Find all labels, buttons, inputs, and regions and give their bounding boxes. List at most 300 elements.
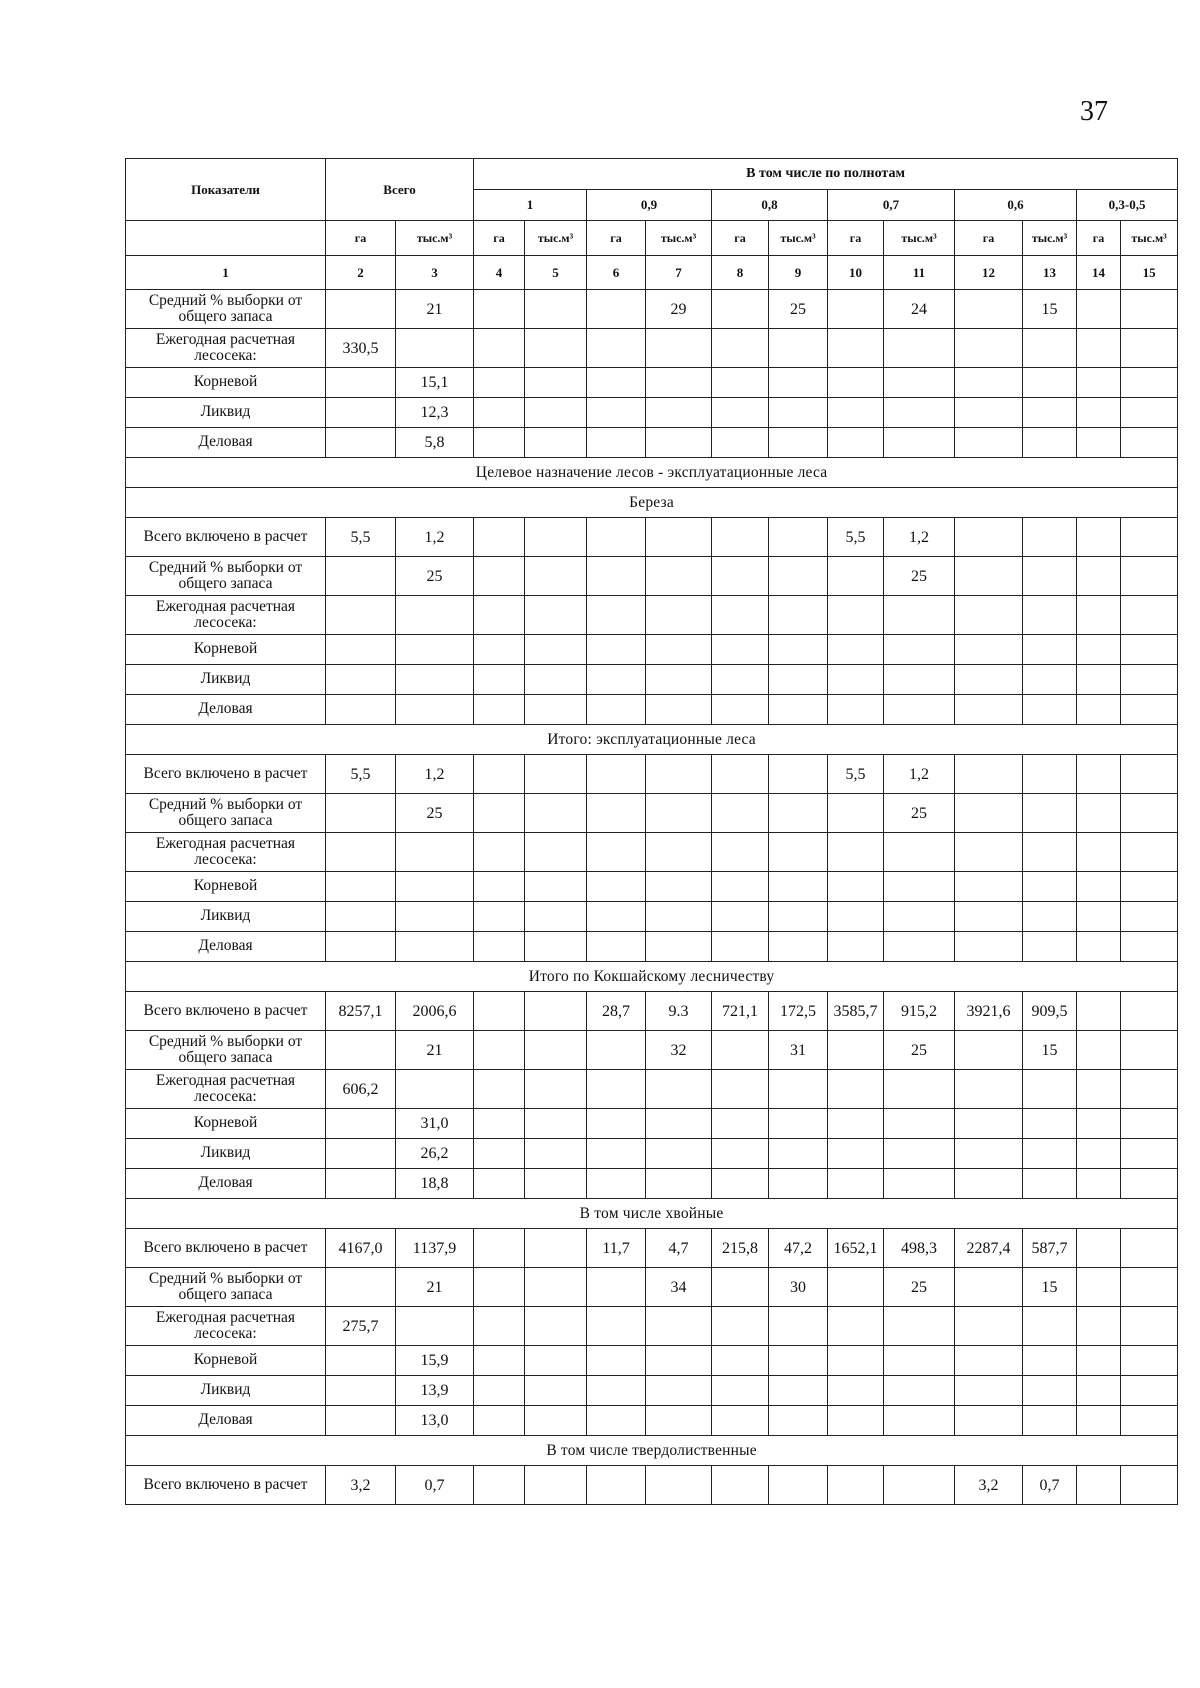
row-label: Средний % выборки от общего запаса [126,290,326,329]
table-cell: 31,0 [396,1109,474,1139]
table-cell [1077,1139,1121,1169]
table-cell [646,596,712,635]
row-label: Ежегодная расчетная лесосека: [126,1307,326,1346]
table-cell [828,368,884,398]
table-cell: 15,9 [396,1346,474,1376]
table-cell [712,695,769,725]
table-cell [474,665,525,695]
table-cell [769,1169,828,1199]
table-cell [587,1109,646,1139]
table-cell [955,902,1023,932]
table-cell [955,1070,1023,1109]
row-label: Корневой [126,368,326,398]
table-cell [828,1139,884,1169]
table-cell [1077,992,1121,1031]
table-cell [712,755,769,794]
table-cell [955,833,1023,872]
table-cell [646,902,712,932]
table-cell [955,932,1023,962]
table-cell [646,398,712,428]
row-label: Корневой [126,1346,326,1376]
table-cell [525,1376,587,1406]
table-cell [712,329,769,368]
table-row [126,1109,1178,1139]
table-cell [396,902,474,932]
table-cell [525,902,587,932]
table-cell [769,428,828,458]
table-cell [712,557,769,596]
table-cell [955,596,1023,635]
table-cell [1023,1169,1077,1199]
unit-volume: тыс.м³ [884,221,955,256]
section-title: Береза [126,488,1178,518]
table-cell [587,794,646,833]
table-cell [646,1109,712,1139]
table-cell [474,833,525,872]
table-cell: 25 [884,1031,955,1070]
table-cell [1121,398,1178,428]
table-cell: 25 [769,290,828,329]
table-cell [587,665,646,695]
table-cell [828,635,884,665]
table-cell [474,1070,525,1109]
table-cell [587,1376,646,1406]
table-cell [1121,1031,1178,1070]
table-cell [1121,635,1178,665]
table-cell: 13,0 [396,1406,474,1436]
unit-volume: тыс.м³ [646,221,712,256]
row-label: Ликвид [126,398,326,428]
table-cell [1121,329,1178,368]
table-cell: 21 [396,290,474,329]
table-cell [474,1139,525,1169]
table-cell [525,290,587,329]
table-cell [1023,1406,1077,1436]
column-number: 2 [326,256,396,290]
table-cell [1121,1346,1178,1376]
table-cell [712,1466,769,1505]
table-cell [474,1466,525,1505]
table-cell [326,1169,396,1199]
table-cell [955,518,1023,557]
table-cell [828,1031,884,1070]
table-cell [828,1376,884,1406]
table-cell [712,932,769,962]
table-cell [1077,398,1121,428]
unit-volume: тыс.м³ [525,221,587,256]
table-cell: 47,2 [769,1229,828,1268]
table-cell [646,368,712,398]
column-number: 3 [396,256,474,290]
table-cell [1023,1376,1077,1406]
table-cell [1121,1139,1178,1169]
table-cell: 1,2 [884,518,955,557]
table-cell [955,695,1023,725]
table-cell [884,1070,955,1109]
table-cell [1023,557,1077,596]
table-cell: 1652,1 [828,1229,884,1268]
table-cell [396,635,474,665]
table-cell [1121,992,1178,1031]
table-cell [396,329,474,368]
table-cell: 909,5 [1023,992,1077,1031]
indicators-header: Показатели [126,159,326,221]
page-number: 37 [1080,96,1108,127]
row-label: Ликвид [126,1376,326,1406]
table-cell [525,1169,587,1199]
table-cell [525,557,587,596]
table-cell: 11,7 [587,1229,646,1268]
table-cell [326,1406,396,1436]
table-cell [955,665,1023,695]
table-cell [828,1466,884,1505]
table-cell [646,1376,712,1406]
table-cell [646,833,712,872]
unit-ha: га [326,221,396,256]
table-cell [712,368,769,398]
table-cell [712,1031,769,1070]
table-cell [884,1139,955,1169]
table-cell [712,1070,769,1109]
table-cell [587,290,646,329]
table-cell [474,518,525,557]
table-cell [396,1070,474,1109]
table-cell: 18,8 [396,1169,474,1199]
table-cell [828,794,884,833]
table-cell: 15,1 [396,368,474,398]
table-cell: 15 [1023,1268,1077,1307]
table-cell [955,755,1023,794]
table-cell [587,932,646,962]
table-cell [1023,518,1077,557]
table-cell [1023,1109,1077,1139]
row-label: Деловая [126,695,326,725]
table-cell [828,1346,884,1376]
table-cell [474,872,525,902]
table-cell [1023,755,1077,794]
table-cell: 606,2 [326,1070,396,1109]
table-cell [712,1406,769,1436]
row-label: Средний % выборки от общего запаса [126,1031,326,1070]
table-cell [955,1268,1023,1307]
table-cell: 25 [884,1268,955,1307]
table-cell [474,1268,525,1307]
table-cell [646,635,712,665]
table-cell [525,695,587,725]
table-cell [525,755,587,794]
table-row [126,1376,1178,1406]
table-cell [1023,428,1077,458]
unit-volume: тыс.м³ [1023,221,1077,256]
table-cell [474,932,525,962]
table-cell [712,1139,769,1169]
table-cell: 21 [396,1031,474,1070]
table-cell [884,1406,955,1436]
row-label: Ликвид [126,665,326,695]
table-cell: 915,2 [884,992,955,1031]
table-cell [474,1376,525,1406]
section-row [126,1436,1178,1466]
table-cell [955,398,1023,428]
table-cell [955,635,1023,665]
table-cell [769,1139,828,1169]
table-cell [884,596,955,635]
table-row [126,329,1178,368]
table-cell [1077,635,1121,665]
table-cell [1077,1229,1121,1268]
table-cell [646,1346,712,1376]
table-cell [1077,695,1121,725]
table-cell [1121,1406,1178,1436]
table-cell [955,1169,1023,1199]
total-header: Всего [326,159,474,221]
table-cell: 3,2 [326,1466,396,1505]
table-cell [326,794,396,833]
table-cell [828,1406,884,1436]
table-cell [955,1346,1023,1376]
column-number: 15 [1121,256,1178,290]
table-cell [712,1169,769,1199]
density-header: 0,8 [712,190,828,221]
table-cell [396,872,474,902]
table-cell [828,932,884,962]
section-title: Целевое назначение лесов - эксплуатационные леса [126,458,1178,488]
table-cell [955,290,1023,329]
table-cell [828,557,884,596]
table-cell [1121,1169,1178,1199]
table-cell [1077,596,1121,635]
table-cell [712,833,769,872]
table-row [126,1406,1178,1436]
table-cell [1077,518,1121,557]
table-row [126,368,1178,398]
table-cell [646,1307,712,1346]
table-cell [828,290,884,329]
table-cell [955,872,1023,902]
table-cell [884,329,955,368]
table-cell [1121,1070,1178,1109]
row-label: Всего включено в расчет [126,755,326,794]
table-cell: 3,2 [955,1466,1023,1505]
section-title: Итого по Кокшайскому лесничеству [126,962,1178,992]
row-label: Ежегодная расчетная лесосека: [126,596,326,635]
table-cell [712,1109,769,1139]
table-cell [326,1376,396,1406]
table-cell: 15 [1023,290,1077,329]
table-cell: 3921,6 [955,992,1023,1031]
table-cell [955,1376,1023,1406]
table-cell [1077,1070,1121,1109]
table-cell [326,557,396,596]
table-cell: 721,1 [712,992,769,1031]
table-cell [1077,932,1121,962]
table-cell [884,1307,955,1346]
table-cell [1077,1307,1121,1346]
table-row [126,1139,1178,1169]
table-cell [1023,695,1077,725]
table-row [126,872,1178,902]
table-cell [828,695,884,725]
table-cell [1121,695,1178,725]
column-number: 8 [712,256,769,290]
table-cell [1077,794,1121,833]
table-cell [955,428,1023,458]
table-cell [474,695,525,725]
by-density-header: В том числе по полнотам [474,159,1178,190]
table-cell [884,902,955,932]
unit-ha: га [712,221,769,256]
table-cell [525,665,587,695]
section-title: Итого: эксплуатационные леса [126,725,1178,755]
table-row [126,755,1178,794]
row-label: Корневой [126,872,326,902]
table-cell [587,557,646,596]
table-cell [525,1466,587,1505]
table-cell [525,329,587,368]
table-cell [712,902,769,932]
table-cell [525,398,587,428]
table-cell [828,428,884,458]
table-cell [712,1307,769,1346]
table-cell [587,1307,646,1346]
table-cell [712,1346,769,1376]
table-cell [326,290,396,329]
column-number: 13 [1023,256,1077,290]
table-cell [884,398,955,428]
table-cell: 172,5 [769,992,828,1031]
table-cell: 26,2 [396,1139,474,1169]
table-cell: 21 [396,1268,474,1307]
column-number: 6 [587,256,646,290]
table-cell [955,794,1023,833]
table-cell [646,557,712,596]
table-row [126,902,1178,932]
table-cell: 5,5 [326,755,396,794]
table-cell [769,755,828,794]
table-cell [525,1070,587,1109]
table-cell [587,1139,646,1169]
table-cell: 0,7 [1023,1466,1077,1505]
table-cell [884,695,955,725]
table-cell [769,596,828,635]
table-cell [525,1406,587,1436]
table-cell [1077,329,1121,368]
table-cell [587,1466,646,1505]
table-cell [326,1139,396,1169]
table-cell [326,833,396,872]
table-cell [525,932,587,962]
table-cell [646,665,712,695]
table-row [126,1346,1178,1376]
column-number: 10 [828,256,884,290]
table-cell [587,1346,646,1376]
table-cell [884,1466,955,1505]
row-label: Ежегодная расчетная лесосека: [126,1070,326,1109]
table-cell: 25 [884,794,955,833]
table-cell [769,518,828,557]
column-number: 5 [525,256,587,290]
table-cell [828,596,884,635]
table-cell: 0,7 [396,1466,474,1505]
column-numbers-row [126,256,1178,290]
table-header [126,159,1178,290]
density-header: 0,3-0,5 [1077,190,1178,221]
table-cell [712,518,769,557]
table-cell [955,1109,1023,1139]
table-cell [326,398,396,428]
table-cell [474,1229,525,1268]
row-label: Ликвид [126,1139,326,1169]
table-cell [646,1466,712,1505]
table-cell [587,329,646,368]
table-cell [525,872,587,902]
table-cell [587,695,646,725]
column-number: 11 [884,256,955,290]
row-label: Всего включено в расчет [126,518,326,557]
table-cell [769,932,828,962]
table-cell: 1,2 [396,518,474,557]
section-title: В том числе твердолиственные [126,1436,1178,1466]
table-cell: 587,7 [1023,1229,1077,1268]
table-cell [525,368,587,398]
table-cell [955,329,1023,368]
table-cell: 1137,9 [396,1229,474,1268]
row-label: Всего включено в расчет [126,1229,326,1268]
table-cell [769,368,828,398]
table-cell [1023,794,1077,833]
section-title: В том числе хвойные [126,1199,1178,1229]
table-cell: 9.3 [646,992,712,1031]
table-cell [474,1031,525,1070]
table-row [126,398,1178,428]
table-row [126,428,1178,458]
table-cell [1121,1307,1178,1346]
table-cell [1077,1376,1121,1406]
unit-ha: га [474,221,525,256]
table-cell [769,665,828,695]
table-row [126,665,1178,695]
table-cell: 4167,0 [326,1229,396,1268]
table-body [126,290,1178,1505]
table-cell [474,755,525,794]
table-cell [955,557,1023,596]
column-number: 12 [955,256,1023,290]
table-cell: 8257,1 [326,992,396,1031]
table-cell [769,1466,828,1505]
table-row [126,1268,1178,1307]
table-cell [326,872,396,902]
table-cell [884,1109,955,1139]
table-cell [474,329,525,368]
table-cell [884,368,955,398]
table-cell [1077,290,1121,329]
table-cell [1121,1466,1178,1505]
table-cell [646,932,712,962]
table-cell [828,902,884,932]
table-cell [1077,1406,1121,1436]
table-cell [1023,872,1077,902]
table-cell [712,1376,769,1406]
table-cell [884,665,955,695]
row-label: Деловая [126,428,326,458]
table-row [126,992,1178,1031]
table-cell [1121,794,1178,833]
table-cell: 15 [1023,1031,1077,1070]
table-cell [1121,518,1178,557]
table-cell [1023,1307,1077,1346]
table-cell [326,1346,396,1376]
density-header: 0,7 [828,190,955,221]
